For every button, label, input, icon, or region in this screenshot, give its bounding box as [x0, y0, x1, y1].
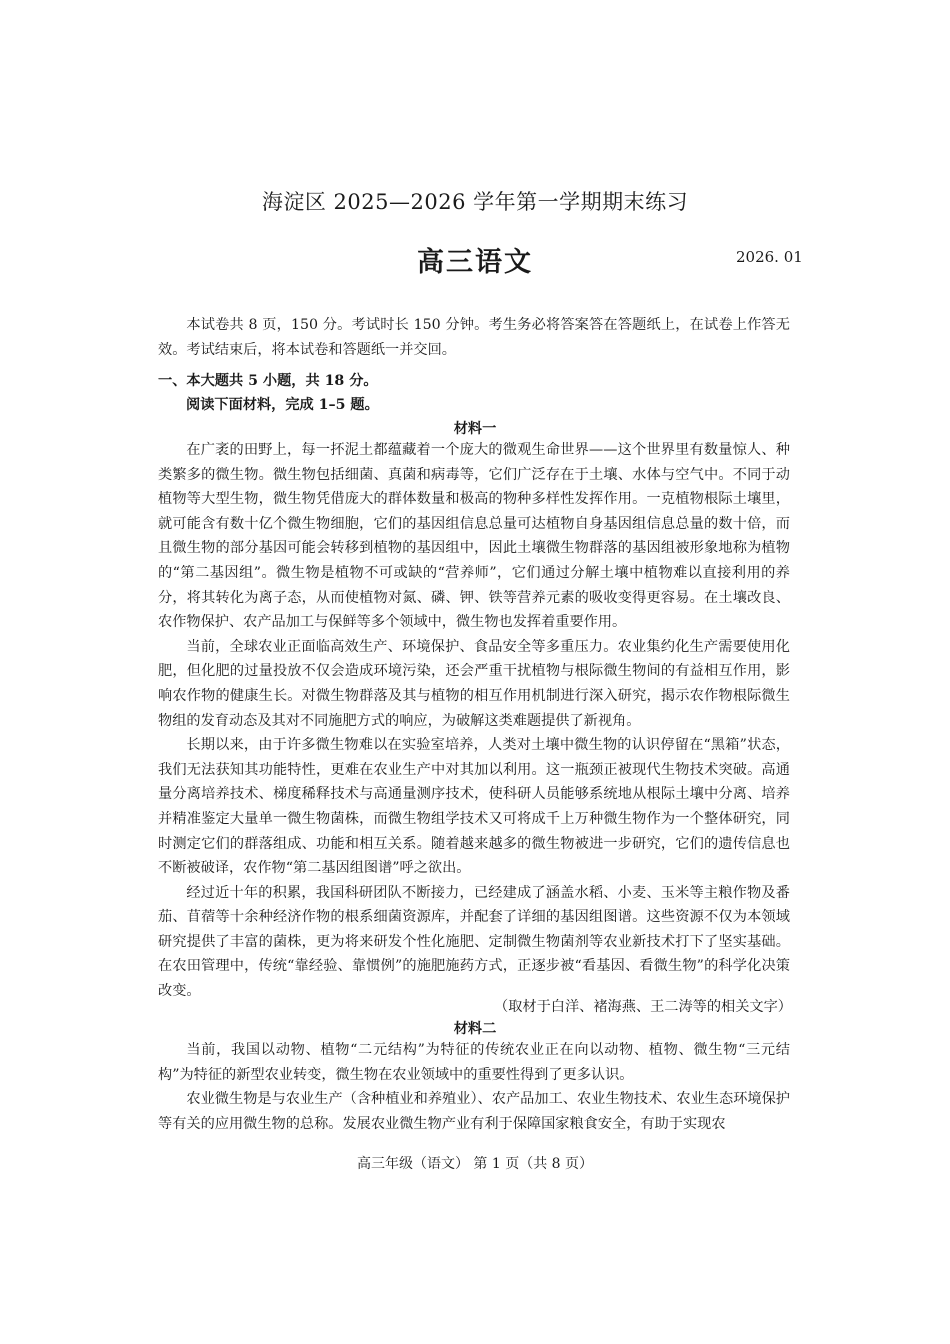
paragraph: 当前，全球农业正面临高效生产、环境保护、食品安全等多重压力。农业集约化生产需要使用化肥，但化肥的过量投放不仅会造成环境污染，还会严重干扰植物与根际微生物间的有益相互作用，影响农作物的健康生长。对微生物群落及其与植物的相互作用机制进行深入研究，揭示农作物根际微生物组的发育动态及其对不同施肥方式的响应，为破解这类难题提供了新视角。: [158, 638, 790, 729]
exam-title: 海淀区 2025—2026 学年第一学期期末练习: [261, 190, 689, 214]
paragraph: 经过近十年的积累，我国科研团队不断接力，已经建成了涵盖水稻、小麦、玉米等主粮作物及番茄、苜蓿等十余种经济作物的根系细菌资源库，并配套了详细的基因组图谱。这些资源不仅为本领域研究提供了丰富的菌株，更为将来研发个性化施肥、定制微生物菌剂等农业新技术打下了坚实基础。在农田管理中，传统“靠经验、靠惯例”的施肥施药方式，正逐步被“看基因、看微生物”的科学化决策改变。: [158, 884, 790, 1000]
page-footer: 高三年级（语文） 第 1 页（共 8 页）: [356, 1156, 594, 1172]
paragraph: 当前，我国以动物、植物“二元结构”为特征的传统农业正在向以动物、植物、微生物“三元结构”为特征的新型农业转变，微生物在农业领域中的重要性得到了更多认识。: [158, 1042, 790, 1083]
paragraph: 在广袤的田野上，每一抔泥土都蕴藏着一个庞大的微观生命世界——这个世界里有数量惊人、种类繁多的微生物。微生物包括细菌、真菌和病毒等，它们广泛存在于土壤、水体与空气中。不同于动植物等大型生物，微生物凭借庞大的群体数量和极高的物种多样性发挥作用。一克植物根际土壤里，就可能含有数十亿个微生物细胞，它们的基因组信息总量可达植物自身基因组信息总量的数十倍，而且微生物的部分基因可能会转移到植物的基因组中，因此土壤微生物群落的基因组被形象地称为植物的“第二基因组”。微生物是植物不可或缺的“营养师”，它们通过分解土壤中植物难以直接利用的养分，将其转化为离子态，从而使植物对氮、磷、钾、铁等营养元素的吸收变得更容易。在土壤改良、农作物保护、农产品加工与保鲜等多个领域中，微生物也发挥着重要作用。: [158, 442, 790, 631]
material-2-heading: 材料二: [453, 1021, 497, 1037]
material-1-heading: 材料一: [453, 421, 497, 437]
material-1-source: （取材于白洋、褚海燕、王二涛等的相关文字）: [494, 999, 792, 1015]
subject-title: 高三语文: [417, 247, 533, 278]
material-1-body: [158, 438, 790, 1004]
section-instruction: 阅读下面材料，完成 1–5 题。: [186, 397, 379, 413]
exam-instructions: [158, 313, 790, 362]
paragraph: 农业微生物是与农业生产（含种植业和养殖业）、农产品加工、农业生物技术、农业生态环境保护等有关的应用微生物的总称。发展农业微生物产业有利于保障国家粮食安全，有助于实现农: [158, 1091, 790, 1132]
material-2-body: [158, 1038, 790, 1136]
exam-date: 2026. 01: [736, 248, 803, 266]
paragraph: 长期以来，由于许多微生物难以在实验室培养，人类对土壤中微生物的认识停留在“黑箱”状态，我们无法获知其功能特性，更难在农业生产中对其加以利用。这一瓶颈正被现代生物技术突破。高通量分离培养技术、梯度稀释技术与高通量测序技术，使科研人员能够系统地从根际土壤中分离、培养并精准鉴定大量单一微生物菌株，而微生物组学技术又可将成千上万种微生物作为一个整体研究，同时测定它们的群落组成、功能和相互关系。随着越来越多的微生物被进一步研究，它们的遗传信息也不断被破译，农作物“第二基因组图谱”呼之欲出。: [158, 737, 790, 877]
instructions-text: 本试卷共 8 页，150 分。考试时长 150 分钟。考生务必将答案答在答题纸上，在试卷上作答无效。考试结束后，将本试卷和答题纸一并交回。: [158, 317, 790, 358]
section-heading: 一、本大题共 5 小题，共 18 分。: [158, 373, 378, 389]
